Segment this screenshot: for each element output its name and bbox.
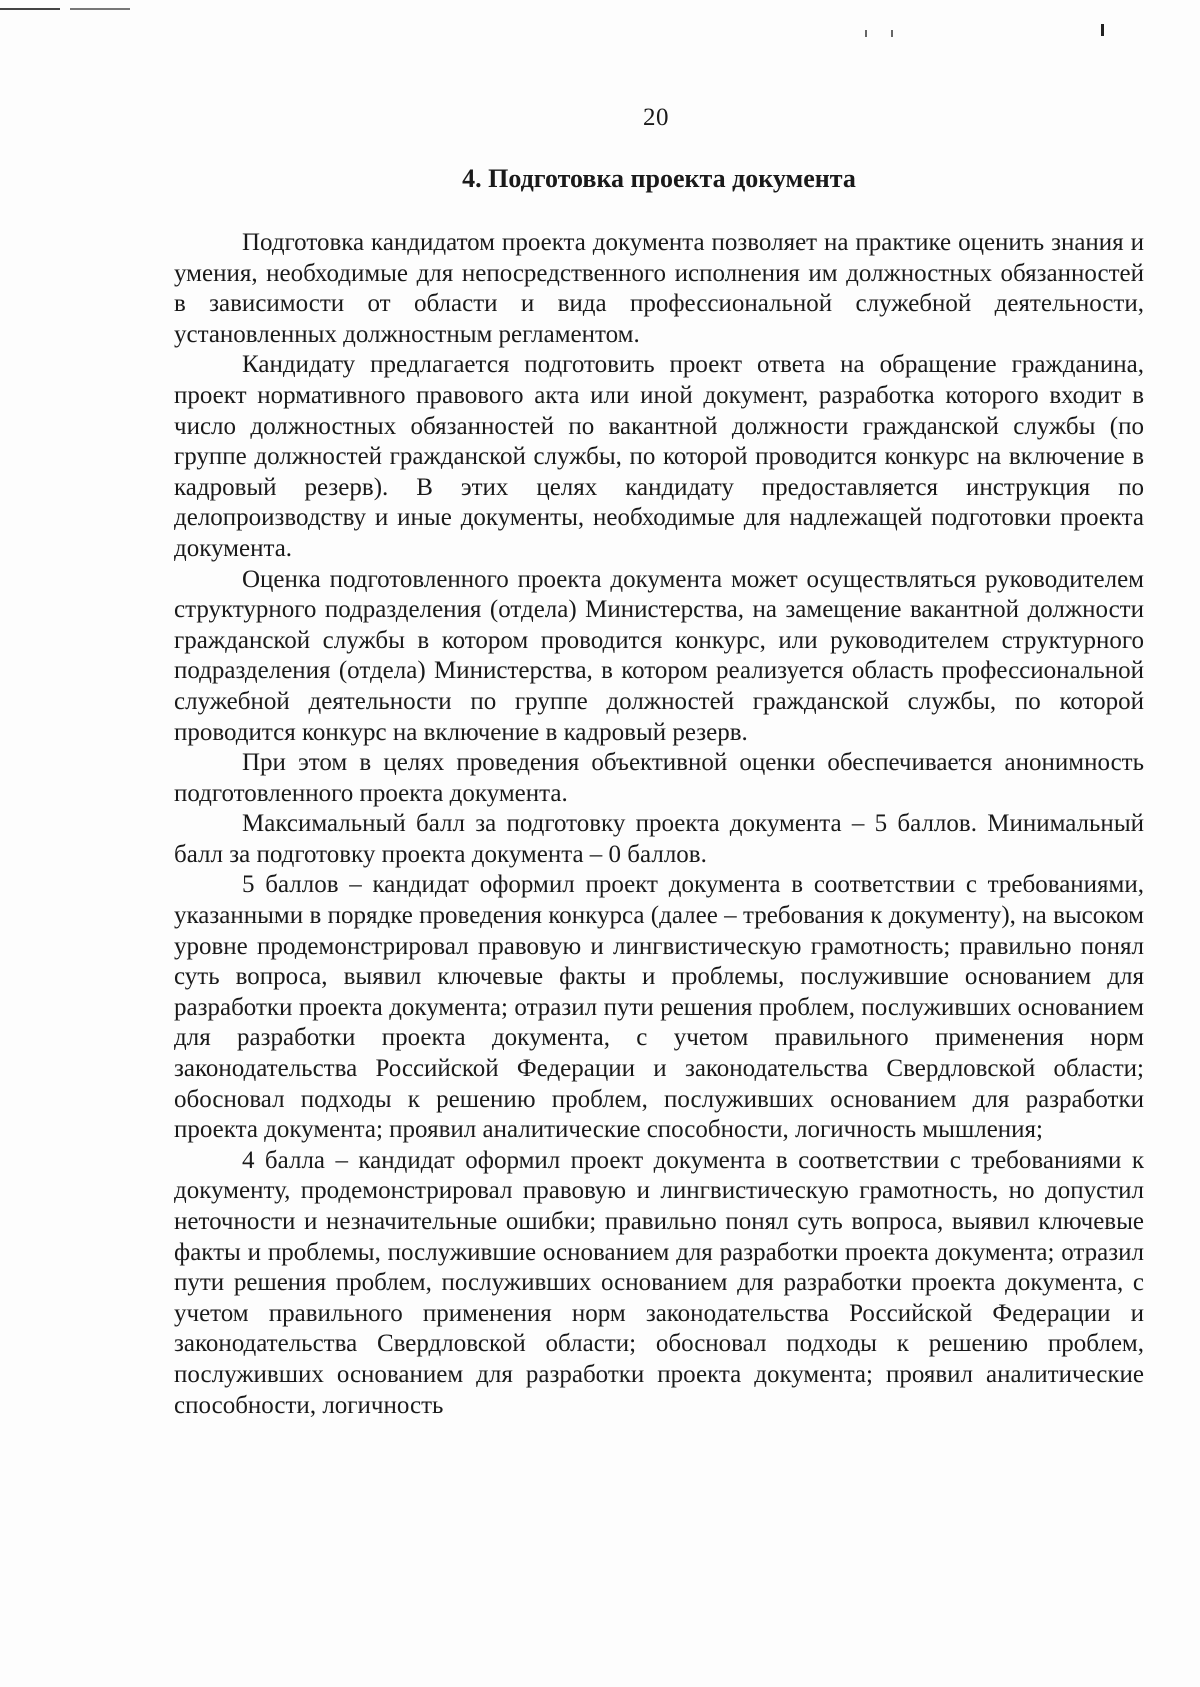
paragraph-task: Кандидату предлагается подготовить проект ответа на обращение гражданина, проект нормативного правового акта или иной документ, разработка которого входит в число должностных обязанностей по вакантной должности гражданской службы (по группе должностей гражданской службы, по которой проводится конкурс на включение в кадровый резерв). В этих целях кандидату предоставляется инструкция по делопроизводству и иные документы, необходимые для надлежащей подготовки проекта документа. [174, 351, 1144, 562]
paragraph-score-range: Максимальный балл за подготовку проекта документа – 5 баллов. Минимальный балл за подготовку проекта документа – 0 баллов. [174, 810, 1144, 868]
scan-artifact-mark [1101, 24, 1104, 36]
page-number: 20 [643, 104, 669, 131]
page-number-wrapper [0, 104, 1200, 132]
paragraph-intro: Подготовка кандидатом проекта документа позволяет на практике оценить знания и умения, необходимые для непосредственного исполнения им должностных обязанностей в зависимости от области и вида профессиональной служебной деятельности, установленных должностным регламентом. [174, 229, 1144, 348]
paragraph-evaluation: Оценка подготовленного проекта документа может осуществляться руководителем структурного подразделения (отдела) Министерства, на замещение вакантной должности гражданской службы в котором проводится конкурс, или руководителем структурного подразделения (отдела) Министерства, в котором реализуется область профессиональной служебной деятельности по группе должностей гражданской службы, по которой проводится конкурс на включение в кадровый резерв. [174, 565, 1144, 746]
document-body [174, 228, 1144, 1421]
section-title: 4. Подготовка проекта документа [462, 164, 856, 193]
scan-artifact-dot [891, 30, 893, 37]
scan-artifact-dot [865, 30, 867, 37]
paragraph-anonymity: При этом в целях проведения объективной оценки обеспечивается анонимность подготовленного проекта документа. [174, 749, 1144, 807]
paragraph-score-4: 4 балла – кандидат оформил проект документа в соответствии с требованиями к документу, продемонстрировал правовую и лингвистическую грамотность, но допустил неточности и незначительные ошибки; правильно понял суть вопроса, выявил ключевые факты и проблемы, послужившие основанием для разработки проекта документа; отразил пути решения проблем, послуживших основанием для разработки проекта документа, с учетом правильного применения норм законодательства Российской Федерации и законодательства Свердловской области; обосновал подходы к решению проблем, послуживших основанием для разработки проекта документа; проявил аналитические способности, логичность [174, 1146, 1144, 1419]
paragraph-score-5: 5 баллов – кандидат оформил проект документа в соответствии с требованиями, указанными в порядке проведения конкурса (далее – требования к документу), на высоком уровне продемонстрировал правовую и лингвистическую грамотность; правильно понял суть вопроса, выявил ключевые факты и проблемы, послужившие основанием для разработки проекта документа; отразил пути решения проблем, послуживших основанием для разработки проекта документа, с учетом правильного применения норм законодательства Российской Федерации и законодательства Свердловской области; обосновал подходы к решению проблем, послуживших основанием для разработки проекта документа; проявил аналитические способности, логичность мышления; [174, 871, 1144, 1144]
scan-artifact-line [70, 8, 130, 10]
scan-artifact-line [0, 8, 60, 10]
